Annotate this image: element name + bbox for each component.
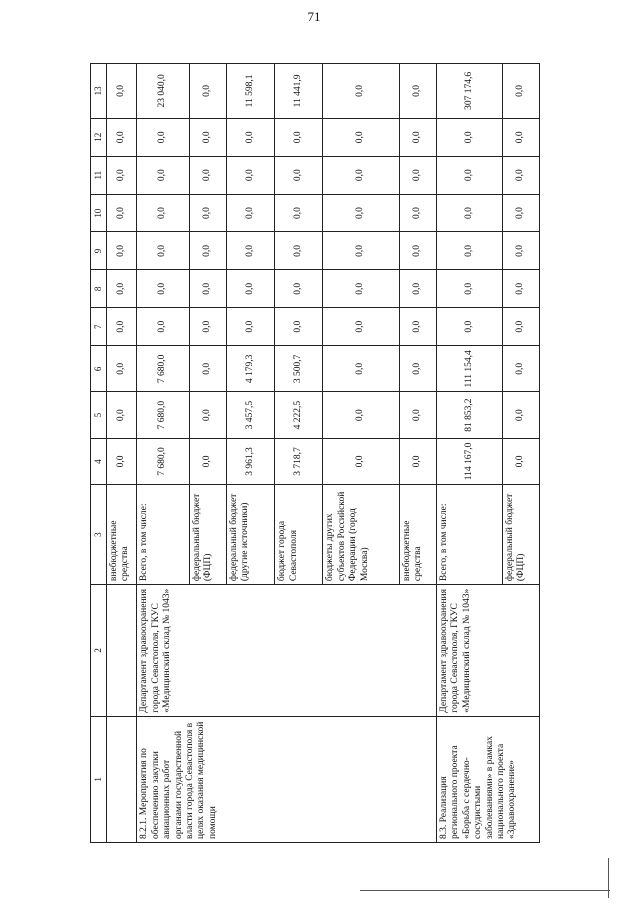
value-cell: 81 853,2 <box>437 392 503 438</box>
value-cell: 0,0 <box>437 118 503 156</box>
source-cell: Всего, в том числе: <box>437 485 503 585</box>
value-cell: 0,0 <box>437 270 503 308</box>
value-cell: 3 718,7 <box>275 438 323 484</box>
value-cell: 0,0 <box>189 438 226 484</box>
source-cell: бюджет города Севастополя <box>275 485 323 585</box>
rotated-table-wrapper <box>90 63 540 843</box>
value-cell: 0,0 <box>189 392 226 438</box>
value-cell: 0,0 <box>502 270 539 308</box>
value-cell: 0,0 <box>399 194 436 232</box>
column-header-13: 13 <box>91 64 107 119</box>
executor-cell <box>107 585 137 717</box>
value-cell: 0,0 <box>107 232 137 270</box>
table-body <box>107 64 540 843</box>
value-cell: 4 179,3 <box>227 346 275 392</box>
table-row <box>107 64 137 843</box>
event-cell <box>107 716 137 842</box>
value-cell: 0,0 <box>275 232 323 270</box>
value-cell: 0,0 <box>399 64 436 119</box>
value-cell: 0,0 <box>323 270 400 308</box>
source-cell: федеральный бюджет (ФЦП) <box>502 485 539 585</box>
value-cell: 0,0 <box>107 194 137 232</box>
header-row <box>91 64 107 843</box>
value-cell: 0,0 <box>189 194 226 232</box>
executor-cell: Департамент здравоохранения города Севастополя, ГКУС «Медицинский склад № 1043» <box>137 585 437 717</box>
value-cell: 0,0 <box>323 438 400 484</box>
value-cell: 0,0 <box>107 270 137 308</box>
value-cell: 0,0 <box>399 438 436 484</box>
column-header-2: 2 <box>91 585 107 717</box>
event-cell: 8.2.1. Мероприятия по обеспечению закупки авиационных работ органами государственной власти города Севастополя в целях оказания медицинской помощи <box>137 716 437 842</box>
source-cell: Всего, в том числе: <box>137 485 190 585</box>
value-cell: 0,0 <box>502 438 539 484</box>
value-cell: 0,0 <box>107 392 137 438</box>
value-cell: 11 598,1 <box>227 64 275 119</box>
value-cell: 0,0 <box>323 308 400 346</box>
source-cell: федеральный бюджет (другие источники) <box>227 485 275 585</box>
value-cell: 0,0 <box>502 392 539 438</box>
value-cell: 23 040,0 <box>137 64 190 119</box>
source-cell: внебюджетные средства <box>107 485 137 585</box>
value-cell: 0,0 <box>227 308 275 346</box>
value-cell: 0,0 <box>323 156 400 194</box>
value-cell: 0,0 <box>399 270 436 308</box>
value-cell: 0,0 <box>502 232 539 270</box>
value-cell: 7 680,0 <box>137 346 190 392</box>
column-header-6: 6 <box>91 346 107 392</box>
source-cell: бюджеты других субъектов Российской Федерации (город Москва) <box>323 485 400 585</box>
value-cell: 7 680,0 <box>137 438 190 484</box>
value-cell: 0,0 <box>107 308 137 346</box>
value-cell: 0,0 <box>189 270 226 308</box>
column-header-11: 11 <box>91 156 107 194</box>
value-cell: 0,0 <box>107 346 137 392</box>
column-header-10: 10 <box>91 194 107 232</box>
value-cell: 0,0 <box>502 156 539 194</box>
column-header-5: 5 <box>91 392 107 438</box>
value-cell: 0,0 <box>137 270 190 308</box>
value-cell: 0,0 <box>137 194 190 232</box>
value-cell: 111 154,4 <box>437 346 503 392</box>
value-cell: 0,0 <box>189 308 226 346</box>
value-cell: 0,0 <box>107 118 137 156</box>
value-cell: 0,0 <box>502 308 539 346</box>
value-cell: 0,0 <box>137 156 190 194</box>
table-row <box>437 64 503 843</box>
value-cell: 0,0 <box>502 346 539 392</box>
value-cell: 307 174,6 <box>437 64 503 119</box>
value-cell: 0,0 <box>323 194 400 232</box>
column-header-4: 4 <box>91 438 107 484</box>
value-cell: 0,0 <box>437 194 503 232</box>
column-header-8: 8 <box>91 270 107 308</box>
value-cell: 0,0 <box>399 156 436 194</box>
executor-cell: Департамент здравоохранения города Севастополя, ГКУС «Медицинский склад № 1043» <box>437 585 540 717</box>
value-cell: 0,0 <box>323 232 400 270</box>
value-cell: 0,0 <box>323 64 400 119</box>
value-cell: 0,0 <box>399 392 436 438</box>
column-header-1: 1 <box>91 716 107 842</box>
value-cell: 0,0 <box>275 118 323 156</box>
table-row <box>137 64 190 843</box>
value-cell: 0,0 <box>437 308 503 346</box>
value-cell: 0,0 <box>437 232 503 270</box>
value-cell: 0,0 <box>137 118 190 156</box>
page-number: 71 <box>307 9 321 24</box>
value-cell: 0,0 <box>437 156 503 194</box>
value-cell: 0,0 <box>275 156 323 194</box>
value-cell: 0,0 <box>399 308 436 346</box>
value-cell: 0,0 <box>227 194 275 232</box>
value-cell: 0,0 <box>189 232 226 270</box>
event-cell: 8.3. Реализация регионального проекта «Борьба с сердечно-сосудистыми заболеваниями» в рамках национального проекта «Здравоохранение» <box>437 716 540 842</box>
value-cell: 0,0 <box>502 118 539 156</box>
value-cell: 0,0 <box>107 438 137 484</box>
value-cell: 0,0 <box>275 270 323 308</box>
value-cell: 0,0 <box>137 232 190 270</box>
value-cell: 0,0 <box>189 156 226 194</box>
column-header-9: 9 <box>91 232 107 270</box>
value-cell: 4 222,5 <box>275 392 323 438</box>
value-cell: 11 441,9 <box>275 64 323 119</box>
value-cell: 0,0 <box>502 194 539 232</box>
value-cell: 0,0 <box>189 118 226 156</box>
value-cell: 0,0 <box>275 308 323 346</box>
value-cell: 0,0 <box>323 392 400 438</box>
value-cell: 0,0 <box>399 346 436 392</box>
value-cell: 3 500,7 <box>275 346 323 392</box>
value-cell: 0,0 <box>227 270 275 308</box>
value-cell: 0,0 <box>137 308 190 346</box>
value-cell: 0,0 <box>227 118 275 156</box>
column-header-12: 12 <box>91 118 107 156</box>
value-cell: 0,0 <box>502 64 539 119</box>
value-cell: 0,0 <box>107 64 137 119</box>
column-header-7: 7 <box>91 308 107 346</box>
source-cell: федеральный бюджет (ФЦП) <box>189 485 226 585</box>
value-cell: 0,0 <box>107 156 137 194</box>
value-cell: 0,0 <box>227 156 275 194</box>
value-cell: 0,0 <box>323 118 400 156</box>
value-cell: 0,0 <box>323 346 400 392</box>
value-cell: 0,0 <box>399 232 436 270</box>
value-cell: 3 457,5 <box>227 392 275 438</box>
scan-artifact-line <box>608 858 609 898</box>
value-cell: 0,0 <box>399 118 436 156</box>
value-cell: 0,0 <box>189 346 226 392</box>
budget-table <box>90 63 540 843</box>
value-cell: 3 961,3 <box>227 438 275 484</box>
value-cell: 0,0 <box>189 64 226 119</box>
value-cell: 0,0 <box>227 232 275 270</box>
value-cell: 114 167,0 <box>437 438 503 484</box>
value-cell: 7 680,0 <box>137 392 190 438</box>
column-header-3: 3 <box>91 485 107 585</box>
value-cell: 0,0 <box>275 194 323 232</box>
scan-artifact-line <box>360 890 610 891</box>
source-cell: внебюджетные средства <box>399 485 436 585</box>
